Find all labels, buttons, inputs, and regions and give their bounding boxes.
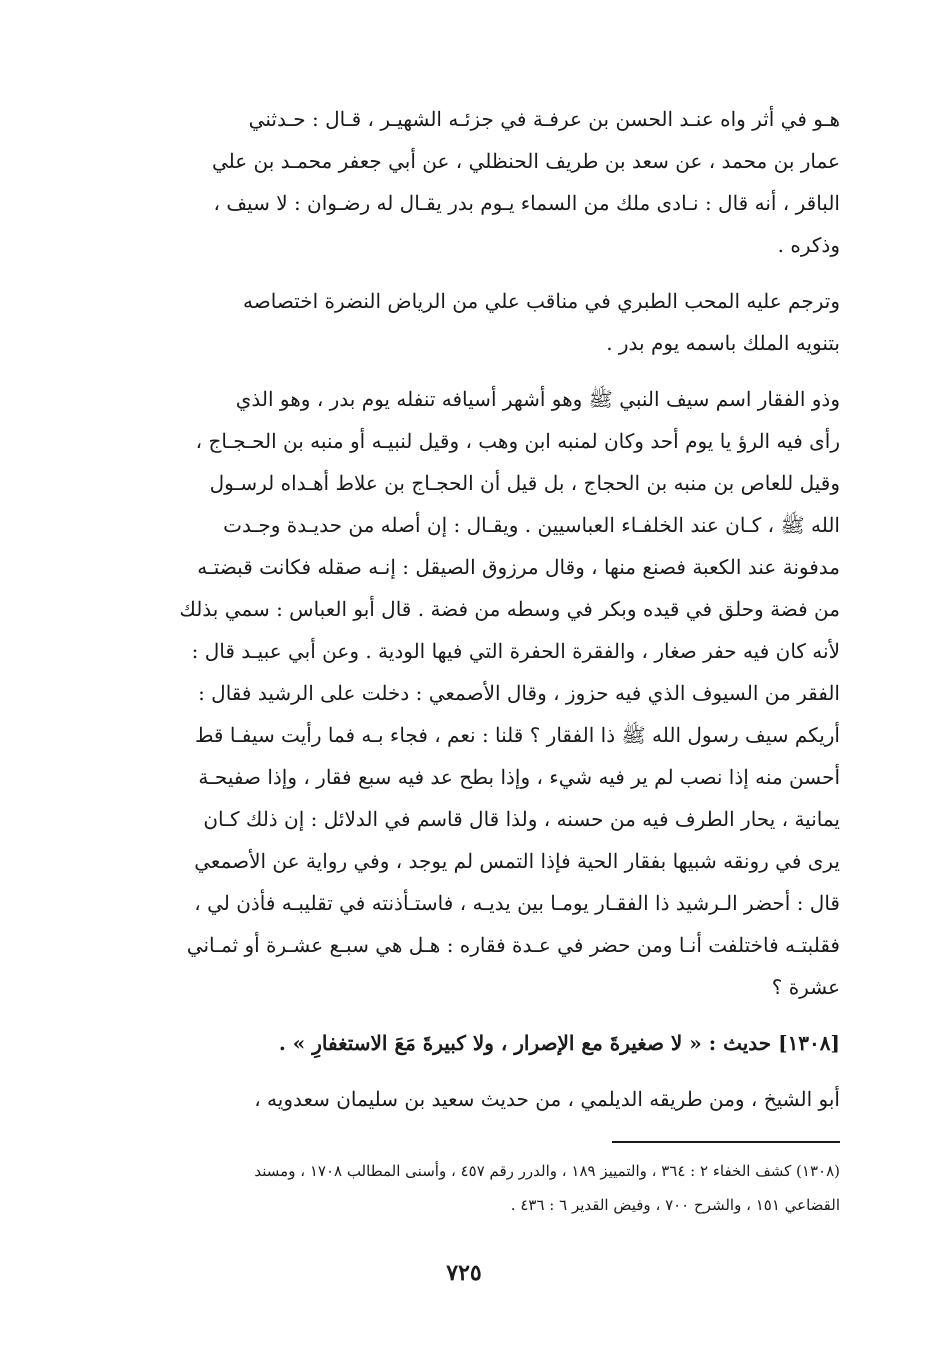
text-line: أحسن منه إذا نصب لم ير فيه شيء ، وإذا بطح عد فيه سبع فقار ، وإذا صفيحـة — [198, 765, 840, 789]
page-number: ٧٢٥ — [446, 1260, 482, 1286]
text-line: عمار بن محمد ، عن سعد بن طريف الحنظلي ، عن أبي جعفر محمـد بن علي — [211, 149, 840, 173]
hadith-text: [١٣٠٨] حديث : « لا صغيرةَ مع الإصرار ، ولا كبيرةَ مَعَ الاستغفارِ » . — [278, 1031, 840, 1055]
paragraph-3 — [88, 378, 840, 1008]
text-line: مدفونة عند الكعبة فصنع منها ، وقال مرزوق الصيقل : إنـه صقله فكانت قبضتـه — [197, 555, 840, 579]
text-line: يرى في رونقه شبيها بفقار الحية فإذا التمس لم يوجد ، وفي رواية عن الأصمعي — [194, 849, 840, 873]
text-line: عشرة ؟ — [771, 975, 840, 999]
paragraph-spacer — [88, 266, 840, 280]
main-text — [88, 98, 840, 1120]
footnote — [88, 1154, 840, 1222]
text-line: وقيل للعاص بن منبه بن الحجاج ، بل قيل أن الحجـاج بن علاط أهـداه لرسـول — [209, 471, 840, 495]
hadith-heading — [88, 1022, 840, 1064]
text-line: أريكم سيف رسول الله ﷺ ذا الفقار ؟ قلنا : نعم ، فجاء بـه فما رأيت سيفـا قط — [194, 723, 840, 747]
text-line: الباقر ، أنه قال : نـادى ملك من السماء يـوم بدر يقـال له رضـوان : لا سيف ، — [213, 191, 840, 215]
text-line: هـو في أثر واه عنـد الحسن بن عرفـة في جزئـه الشهيـر ، قـال : حـدثني — [248, 107, 840, 131]
text-line: قال : أحضر الـرشيد ذا الفقـار يومـا بين يديـه ، فاستـأذنته في تقليبـه فأذن لي ، — [194, 891, 840, 915]
text-line: الفقر من السيوف الذي فيه حزوز ، وقال الأصمعي : دخلت على الرشيد فقال : — [198, 681, 840, 705]
text-line: وذو الفقار اسم سيف النبي ﷺ وهو أشهر أسيافه تنفله يوم بدر ، وهو الذي — [235, 387, 840, 411]
footnote-line: القضاعي ١٥١ ، والشرح ٧٠٠ ، وفيض القدير ٦ : ٤٣٦ . — [510, 1196, 840, 1214]
footnote-separator — [612, 1141, 840, 1143]
paragraph-2 — [88, 280, 840, 364]
text-line: وذكره . — [777, 233, 840, 257]
text-line: لأنه كان فيه حفر صغار ، والفقرة الحفرة التي فيها الودية . وعن أبي عبيـد قال : — [191, 639, 840, 663]
footnote-line: (١٣٠٨) كشف الخفاء ٢ : ٣٦٤ ، والتمييز ١٨٩ ، والدرر رقم ٤٥٧ ، وأسنى المطالب ١٧٠٨ ، ومسند — [254, 1162, 840, 1180]
paragraph-spacer — [88, 1008, 840, 1022]
paragraph-1 — [88, 98, 840, 266]
text-line: رأى فيه الرؤ يا يوم أحد وكان لمنبه ابن وهب ، وقيل لنبيـه أو منبه بن الحـجـاج ، — [195, 429, 840, 453]
text-line: وترجم عليه المحب الطبري في مناقب علي من الرياض النضرة اختصاصه — [243, 289, 840, 313]
paragraph-spacer — [88, 1064, 840, 1078]
text-line: الله ﷺ ، كـان عند الخلفـاء العباسيين . ويقـال : إن أصله من حديـدة وجـدت — [223, 513, 840, 537]
text-line: من فضة وحلق في قيده وبكر في وسطه من فضة . قال أبو العباس : سمي بذلك — [179, 597, 840, 621]
text-line: فقلبتـه فاختلفت أنـا ومن حضر في عـدة فقاره : هـل هي سبـع عشـرة أو ثمـاني — [186, 933, 840, 957]
paragraph-spacer — [88, 364, 840, 378]
text-line: بتنويه الملك باسمه يوم بدر . — [606, 331, 840, 355]
paragraph-5 — [88, 1078, 840, 1120]
text-line: يمانية ، يحار الطرف فيه من حسنه ، ولذا قال قاسم في الدلائل : إن ذلك كـان — [203, 807, 840, 831]
text-line: أبو الشيخ ، ومن طريقه الديلمي ، من حديث سعيد بن سليمان سعدويه ، — [254, 1087, 840, 1111]
